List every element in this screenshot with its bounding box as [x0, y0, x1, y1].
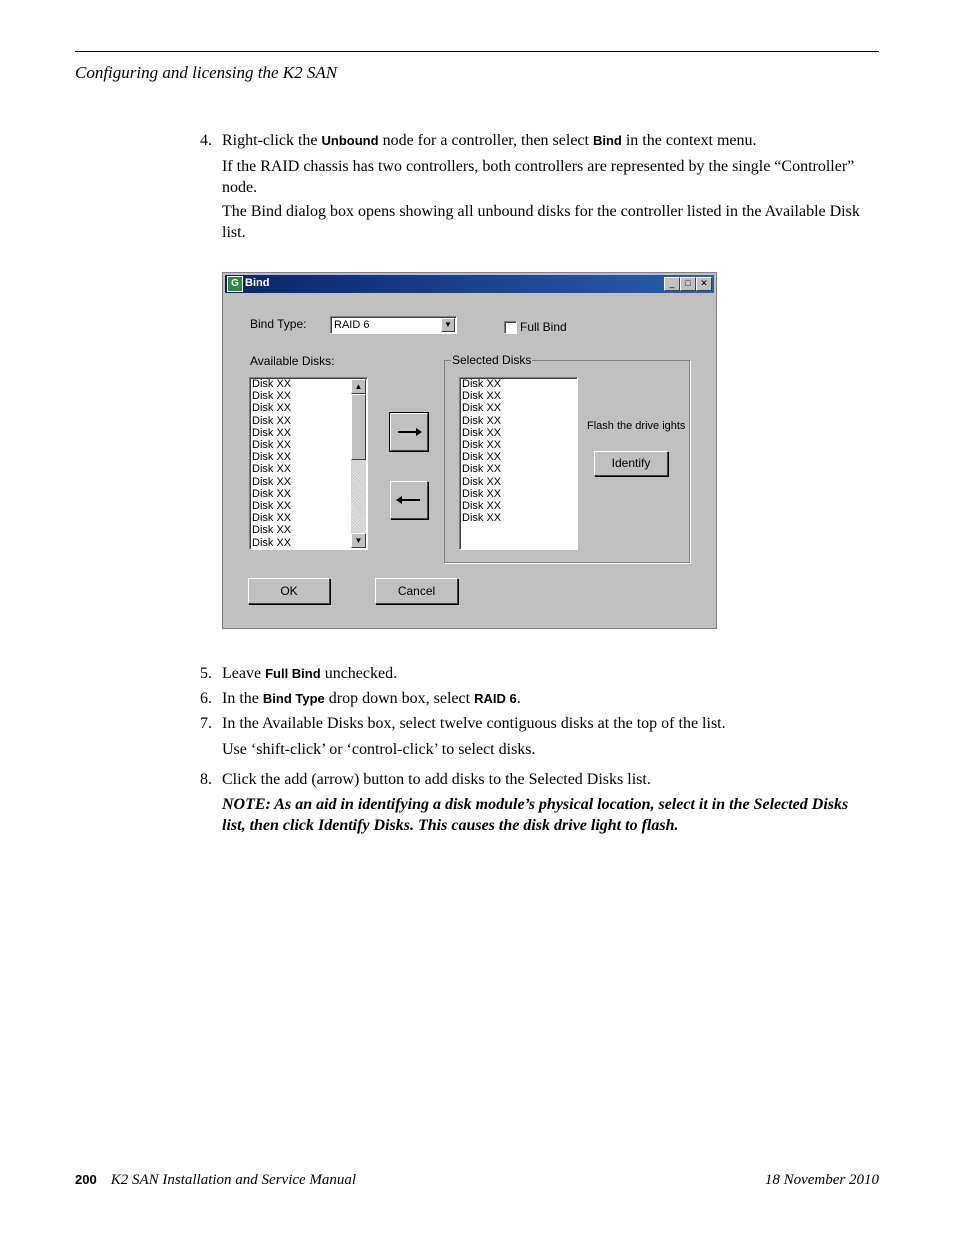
- list-item[interactable]: Disk XX: [252, 487, 292, 500]
- note: NOTE: As an aid in identifying a disk module’s physical location, select it in the Selected Disks list, then click Identify Disks. This causes the disk drive light to flash.: [222, 796, 849, 834]
- remove-disks-button[interactable]: [390, 481, 428, 519]
- footer-date: 18 November 2010: [764, 1172, 879, 1188]
- ui-term-raid-6: RAID 6: [474, 691, 517, 706]
- minimize-icon[interactable]: _: [664, 277, 680, 291]
- manual-title: K2 SAN Installation and Service Manual: [110, 1172, 357, 1188]
- list-item[interactable]: Disk XX: [462, 475, 502, 488]
- step-7: [200, 713, 870, 734]
- selected-disks-label: Selected Disks: [452, 353, 532, 367]
- flash-drive-lights-label: Flash the drive ights: [587, 420, 686, 432]
- step-text: drop down box, select: [324, 690, 475, 707]
- available-disks-list[interactable]: [249, 377, 368, 550]
- list-item[interactable]: Disk XX: [252, 439, 292, 452]
- dialog-titlebar[interactable]: [225, 275, 714, 293]
- full-bind-checkbox[interactable]: [504, 321, 517, 334]
- step-6: [200, 688, 870, 709]
- full-bind-label: Full Bind: [520, 320, 567, 334]
- step-number: 4.: [200, 132, 212, 149]
- list-item[interactable]: Disk XX: [252, 451, 292, 464]
- bind-type-label: Bind Type:: [250, 317, 307, 331]
- list-item[interactable]: Disk XX: [252, 414, 292, 427]
- ui-term-bind: Bind: [592, 133, 622, 148]
- step-7-para: Use ‘shift-click’ or ‘control-click’ to select disks.: [222, 741, 536, 758]
- scrollbar[interactable]: [351, 379, 366, 548]
- list-item[interactable]: Disk XX: [252, 500, 292, 513]
- step-number: 6.: [200, 690, 212, 707]
- list-item[interactable]: Disk XX: [462, 451, 502, 464]
- step-text: In the Available Disks box, select twelve contiguous disks at the top of the list.: [222, 715, 726, 732]
- list-item[interactable]: Disk XX: [462, 414, 502, 427]
- bind-dialog: [222, 272, 717, 629]
- step-8: [200, 769, 870, 790]
- step-text: in the context menu.: [621, 132, 757, 149]
- step-4: [200, 130, 870, 151]
- step-text: Click the add (arrow) button to add disks to the Selected Disks list.: [222, 771, 651, 788]
- list-item[interactable]: Disk XX: [252, 512, 292, 525]
- app-icon: G: [227, 276, 243, 292]
- ui-term-full-bind: Full Bind: [265, 666, 321, 681]
- chevron-down-icon[interactable]: ▼: [441, 318, 455, 332]
- step-text: In the: [222, 690, 263, 707]
- step-number: 5.: [200, 665, 212, 682]
- list-item[interactable]: Disk XX: [252, 426, 292, 439]
- ui-term-unbound: Unbound: [321, 133, 379, 148]
- list-item[interactable]: Disk XX: [462, 512, 502, 525]
- scroll-thumb[interactable]: [351, 394, 366, 460]
- selected-disks-list[interactable]: [459, 377, 578, 550]
- list-item[interactable]: Disk XX: [252, 402, 292, 415]
- running-header: Configuring and licensing the K2 SAN: [75, 63, 338, 82]
- dialog-title: Bind: [245, 277, 270, 289]
- page-number: 200: [75, 1172, 97, 1187]
- identify-button[interactable]: Identify: [594, 451, 668, 476]
- scroll-up-icon[interactable]: ▲: [351, 379, 366, 394]
- list-item[interactable]: Disk XX: [252, 390, 292, 403]
- step-4-para-2: The Bind dialog box opens showing all unbound disks for the controller listed in the Available Disk list.: [222, 203, 860, 241]
- step-number: 7.: [200, 715, 212, 732]
- list-item[interactable]: Disk XX: [462, 378, 502, 390]
- step-text: Leave: [222, 665, 266, 682]
- bind-type-value: RAID 6: [334, 319, 370, 331]
- header-rule: [75, 51, 879, 52]
- step-text: unchecked.: [320, 665, 398, 682]
- list-item[interactable]: Disk XX: [252, 378, 292, 390]
- bind-type-select[interactable]: [330, 316, 457, 334]
- list-item[interactable]: Disk XX: [252, 524, 292, 537]
- step-text: .: [516, 690, 521, 707]
- left-arrow-icon: [391, 482, 427, 518]
- footer-left: [75, 1172, 356, 1189]
- list-item[interactable]: Disk XX: [462, 487, 502, 500]
- step-number: 8.: [200, 771, 212, 788]
- list-item[interactable]: Disk XX: [462, 390, 502, 403]
- ok-button[interactable]: OK: [248, 578, 330, 604]
- list-item[interactable]: Disk XX: [462, 463, 502, 476]
- step-text: node for a controller, then select: [378, 132, 593, 149]
- step-5: [200, 663, 870, 684]
- list-item[interactable]: Disk XX: [462, 439, 502, 452]
- right-arrow-icon: [391, 414, 427, 450]
- add-disks-button[interactable]: [390, 413, 428, 451]
- scroll-down-icon[interactable]: ▼: [351, 533, 366, 548]
- step-4-para-1: If the RAID chassis has two controllers, both controllers are represented by the single “Controller” node.: [222, 158, 855, 196]
- ui-term-bind-type: Bind Type: [262, 691, 325, 706]
- list-item[interactable]: Disk XX: [252, 463, 292, 476]
- maximize-icon[interactable]: □: [680, 277, 696, 291]
- step-text: Right-click the: [222, 132, 322, 149]
- list-item[interactable]: Disk XX: [462, 402, 502, 415]
- list-item[interactable]: Disk XX: [462, 426, 502, 439]
- list-item[interactable]: Disk XX: [252, 536, 292, 549]
- available-disks-label: Available Disks:: [250, 354, 335, 368]
- close-icon[interactable]: ✕: [696, 277, 712, 291]
- cancel-button[interactable]: Cancel: [375, 578, 458, 604]
- list-item[interactable]: Disk XX: [462, 500, 502, 513]
- list-item[interactable]: Disk XX: [252, 475, 292, 488]
